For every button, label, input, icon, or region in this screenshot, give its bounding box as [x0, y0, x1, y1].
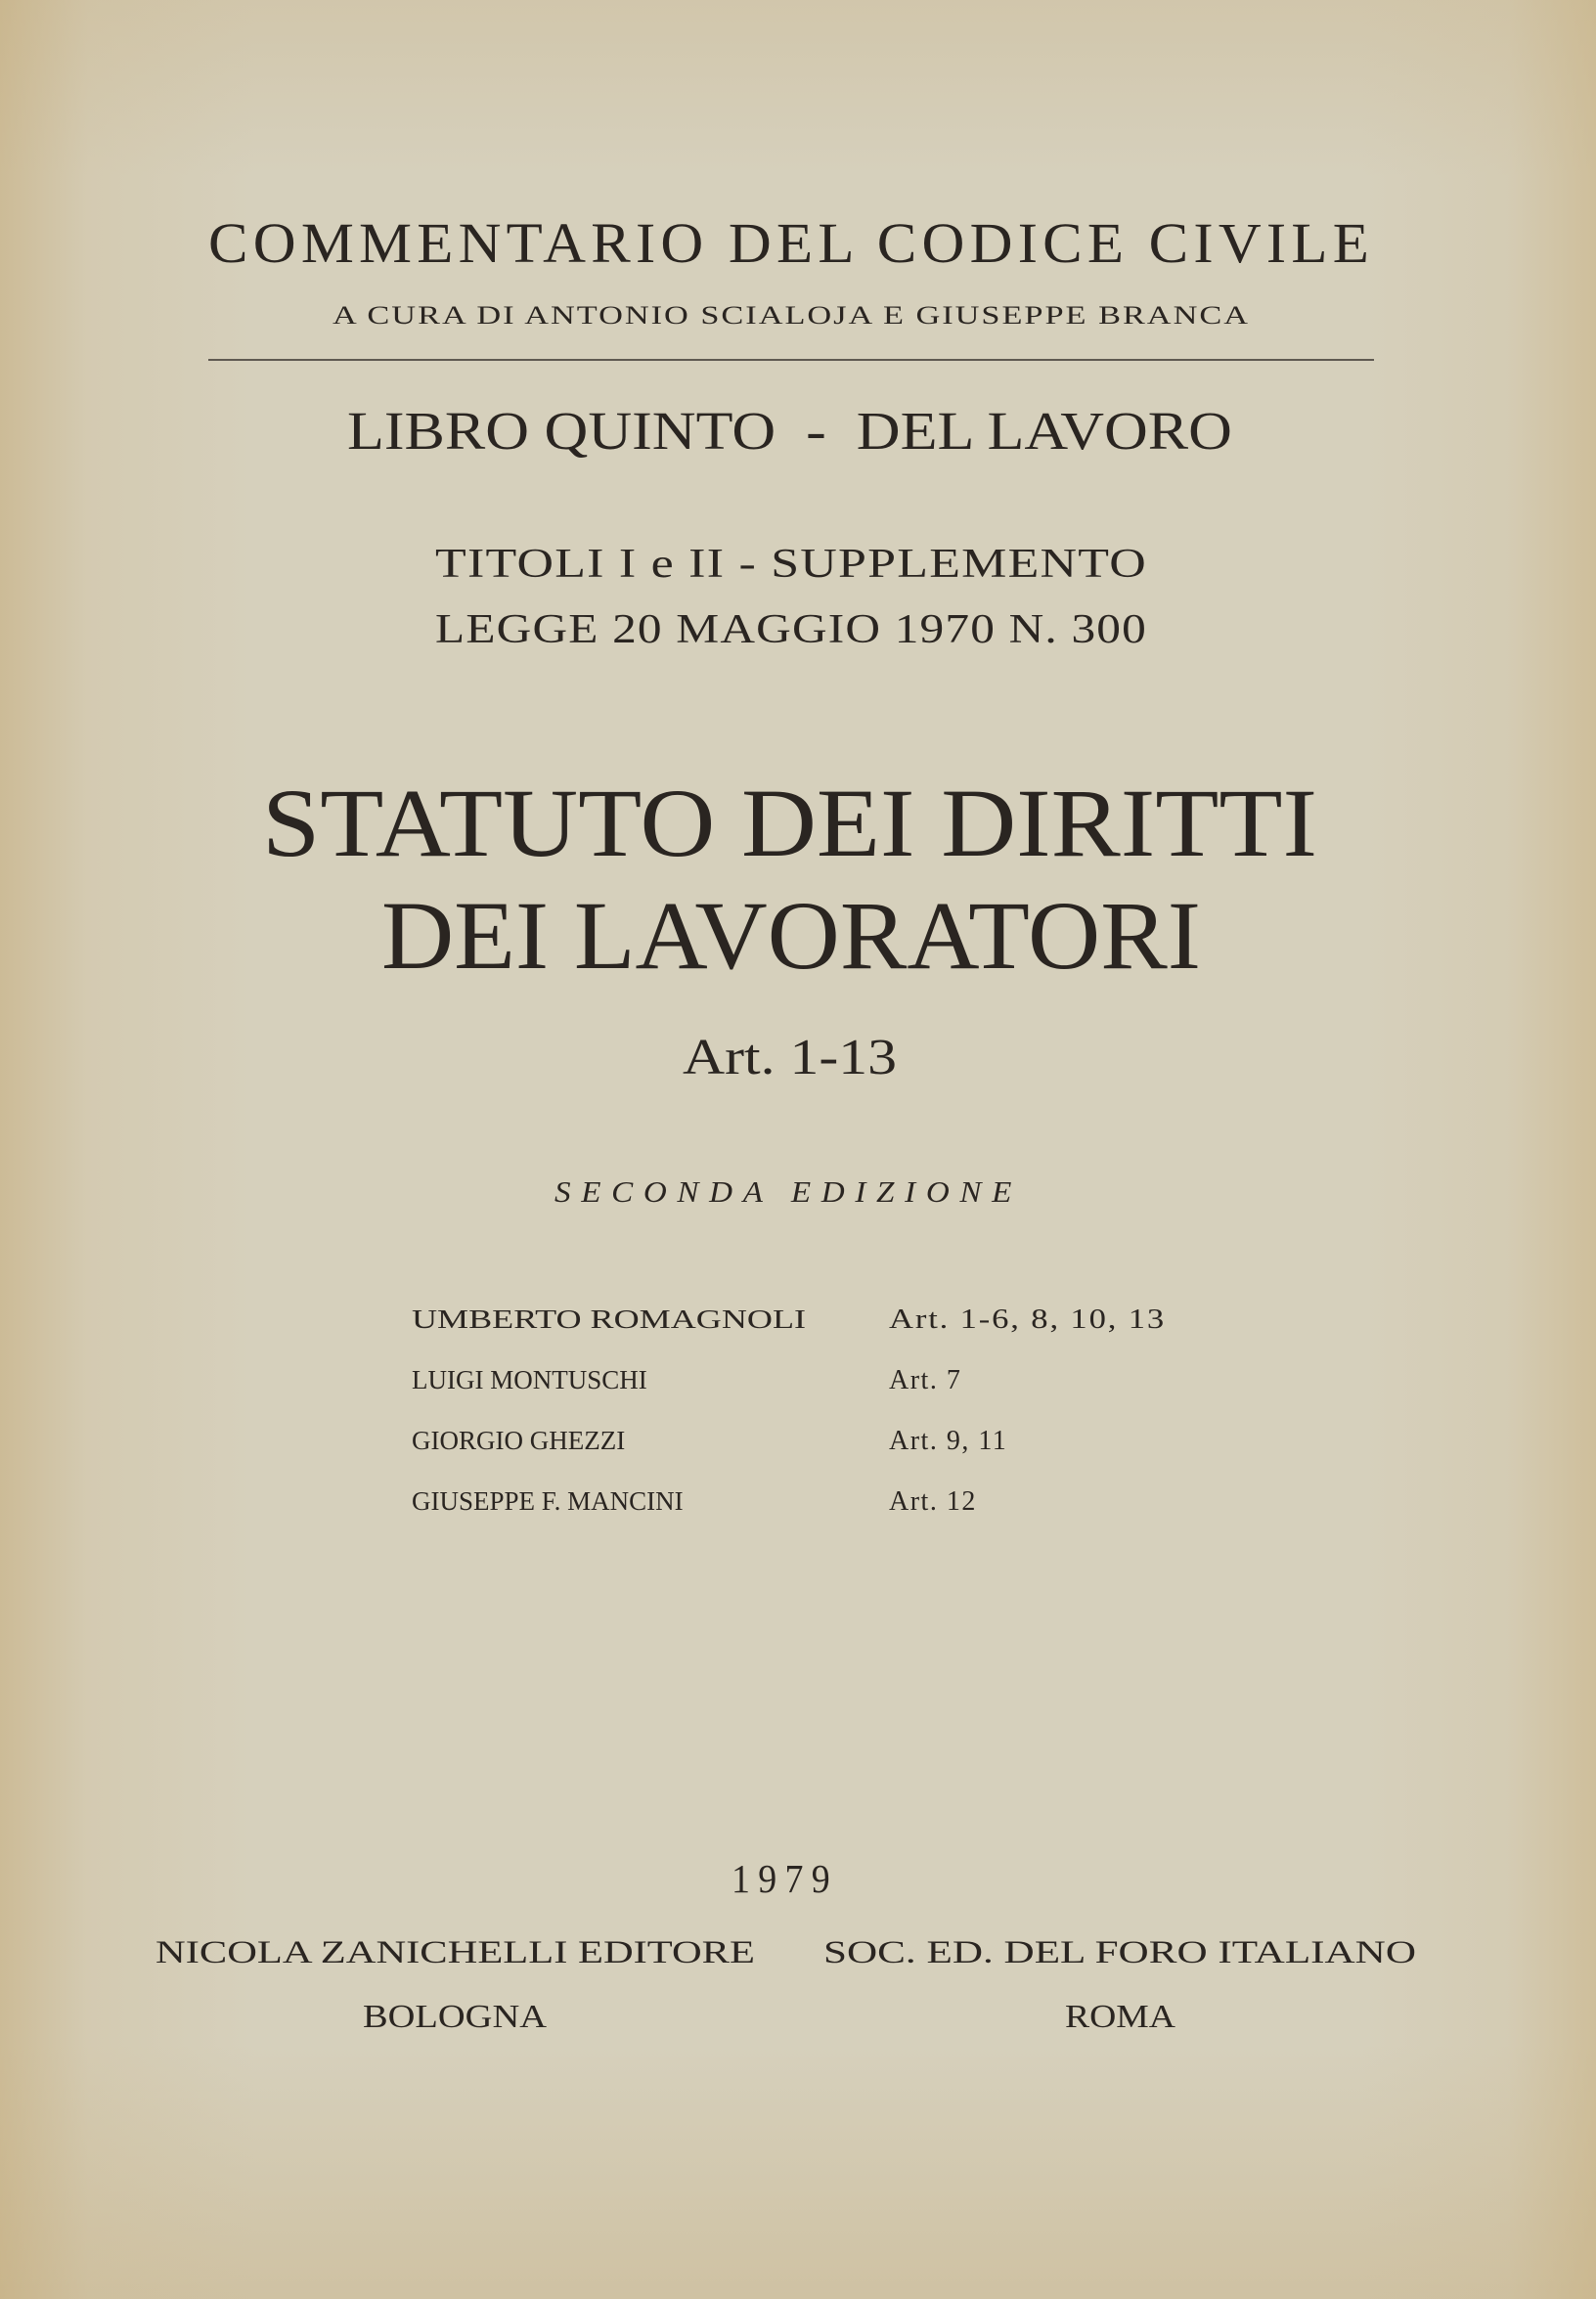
main-title-articles: Art. 1-13	[683, 1030, 898, 1085]
author-articles: Art. 1-6, 8, 10, 13	[889, 1304, 1167, 1335]
author-articles: Art. 9, 11	[889, 1426, 1008, 1456]
book-subtitle-titoli: TITOLI I e II - SUPPLEMENTO	[435, 542, 1148, 587]
author-name: LUIGI MONTUSCHI	[412, 1365, 647, 1394]
series-editors: A CURA DI ANTONIO SCIALOJA E GIUSEPPE BRANCA	[332, 301, 1250, 330]
author-name: UMBERTO ROMAGNOLI	[412, 1304, 806, 1334]
publication-year: 1979	[732, 1856, 838, 1901]
series-title: COMMENTARIO DEL CODICE CIVILE	[208, 211, 1375, 275]
author-name: GIORGIO GHEZZI	[412, 1426, 626, 1455]
publisher-city-bologna: BOLOGNA	[363, 1999, 547, 2035]
publisher-foro-italiano: SOC. ED. DEL FORO ITALIANO	[823, 1935, 1417, 1970]
author-name: GIUSEPPE F. MANCINI	[412, 1486, 684, 1516]
publisher-zanichelli: NICOLA ZANICHELLI EDITORE	[155, 1935, 755, 1970]
author-articles: Art. 12	[889, 1486, 977, 1517]
header-rule	[208, 359, 1374, 361]
book-title: LIBRO QUINTO - DEL LAVORO	[347, 401, 1232, 461]
publisher-city-roma: ROMA	[1065, 1999, 1175, 2035]
book-subtitle-legge: LEGGE 20 MAGGIO 1970 N. 300	[435, 607, 1147, 652]
edition-label: SECONDA EDIZIONE	[554, 1174, 1023, 1209]
author-articles: Art. 7	[889, 1365, 962, 1395]
main-title-line1: STATUTO DEI DIRITTI	[262, 769, 1318, 877]
main-title-line2: DEI LAVORATORI	[381, 881, 1201, 990]
